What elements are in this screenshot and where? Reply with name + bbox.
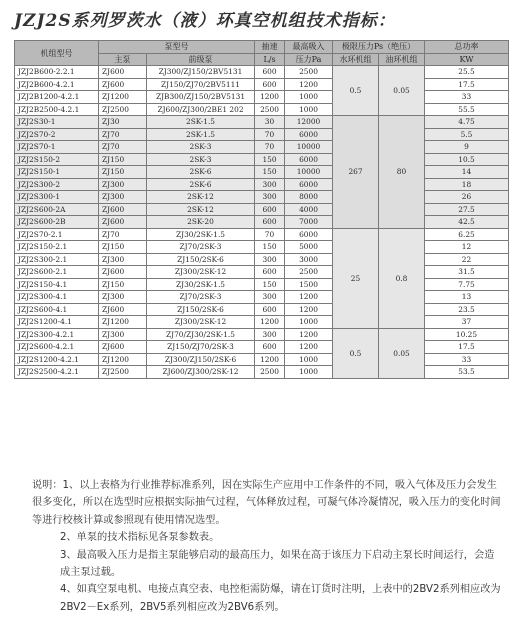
header-ultimate: 极限压力Ps（绝压） (333, 41, 425, 54)
cell-pre-pump: ZJ300/2SK-12 (147, 266, 255, 279)
cell-unit-model: JZJ2S150-4.1 (15, 278, 99, 291)
cell-suction-pressure: 4000 (285, 203, 333, 216)
cell-speed: 600 (255, 303, 285, 316)
cell-unit-model: JZJ2S1200-4.2.1 (15, 353, 99, 366)
header-unit-model: 机组型号 (15, 41, 99, 66)
cell-speed: 150 (255, 166, 285, 179)
cell-main-pump: ZJ300 (99, 191, 147, 204)
cell-pre-pump: 2SK-6 (147, 178, 255, 191)
table-row (15, 316, 509, 329)
cell-speed: 600 (255, 203, 285, 216)
cell-total-power: 33 (425, 353, 509, 366)
cell-speed: 300 (255, 291, 285, 304)
page-title (14, 6, 396, 31)
header-suction-unit: 压力Pa (285, 53, 333, 66)
cell-unit-model: JZJ2S600-4.1 (15, 303, 99, 316)
cell-speed: 150 (255, 278, 285, 291)
note-1: 说明：1、以上表格为行业推荐标准系列，因在实际生产应用中工作条件的不同，吸入气体及压力会发生很多变化，所以在选型时应根据实际抽气过程，气体释放过程，可凝气体冷凝情况，吸入压力的变化时间等进行校核计算或参照现有使用情况选型。 (32, 480, 501, 526)
cell-pre-pump: ZJ600/ZJ300/2SK-12 (147, 366, 255, 379)
cell-total-power: 55.5 (425, 103, 509, 116)
table-row (15, 353, 509, 366)
cell-suction-pressure: 6000 (285, 128, 333, 141)
cell-main-pump: ZJ2500 (99, 366, 147, 379)
cell-speed: 1200 (255, 353, 285, 366)
cell-main-pump: ZJ600 (99, 303, 147, 316)
cell-unit-model: JZJ2S600-2B (15, 216, 99, 229)
header-main-pump: 主泵 (99, 53, 147, 66)
table-row (15, 291, 509, 304)
cell-total-power: 26 (425, 191, 509, 204)
cell-speed: 70 (255, 128, 285, 141)
table-row (15, 116, 509, 129)
table-row (15, 78, 509, 91)
cell-total-power: 6.25 (425, 228, 509, 241)
cell-pre-pump: ZJ150/ZJ70/2SK-3 (147, 341, 255, 354)
cell-pre-pump: ZJ70/2SK-3 (147, 241, 255, 254)
header-pre-pump: 前级泵 (147, 53, 255, 66)
cell-speed: 1200 (255, 316, 285, 329)
cell-suction-pressure: 1000 (285, 103, 333, 116)
cell-total-power: 27.5 (425, 203, 509, 216)
cell-unit-model: JZJ2B600-4.2.1 (15, 78, 99, 91)
cell-unit-model: JZJ2B600-2.2.1 (15, 66, 99, 79)
cell-water-ring-ultimate: 267 (333, 116, 379, 229)
cell-total-power: 33 (425, 91, 509, 104)
cell-unit-model: JZJ2S150-1 (15, 166, 99, 179)
cell-total-power: 37 (425, 316, 509, 329)
cell-total-power: 53.5 (425, 366, 509, 379)
header-power: 总功率 (425, 41, 509, 54)
cell-suction-pressure: 5000 (285, 241, 333, 254)
table-row (15, 203, 509, 216)
cell-suction-pressure: 7000 (285, 216, 333, 229)
cell-suction-pressure: 1200 (285, 78, 333, 91)
cell-main-pump: ZJ70 (99, 141, 147, 154)
cell-pre-pump: 2SK-12 (147, 191, 255, 204)
cell-speed: 600 (255, 216, 285, 229)
cell-speed: 1200 (255, 91, 285, 104)
cell-suction-pressure: 2500 (285, 266, 333, 279)
cell-speed: 30 (255, 116, 285, 129)
cell-main-pump: ZJ600 (99, 78, 147, 91)
cell-total-power: 18 (425, 178, 509, 191)
cell-pre-pump: ZJ150/2SK-6 (147, 253, 255, 266)
title-text: 系列罗茨水（液）环真空机组技术指标： (71, 11, 396, 31)
cell-total-power: 31.5 (425, 266, 509, 279)
cell-suction-pressure: 10000 (285, 166, 333, 179)
table-row (15, 191, 509, 204)
cell-main-pump: ZJ300 (99, 328, 147, 341)
table-row (15, 366, 509, 379)
cell-suction-pressure: 1500 (285, 278, 333, 291)
cell-suction-pressure: 1200 (285, 291, 333, 304)
table-row (15, 241, 509, 254)
cell-main-pump: ZJ150 (99, 278, 147, 291)
title-model: JZJ2S (14, 11, 72, 31)
cell-pre-pump: ZJ30/2SK-1.5 (147, 278, 255, 291)
table-row (15, 153, 509, 166)
cell-unit-model: JZJ2S150-2 (15, 153, 99, 166)
table-row (15, 228, 509, 241)
cell-total-power: 12 (425, 241, 509, 254)
cell-main-pump: ZJ70 (99, 228, 147, 241)
cell-suction-pressure: 1000 (285, 366, 333, 379)
table-row (15, 328, 509, 341)
cell-water-ring-ultimate: 25 (333, 228, 379, 328)
cell-main-pump: ZJ300 (99, 253, 147, 266)
cell-suction-pressure: 10000 (285, 141, 333, 154)
cell-unit-model: JZJ2S1200-4.1 (15, 316, 99, 329)
spec-table (14, 40, 509, 379)
cell-pre-pump: 2SK-1.5 (147, 116, 255, 129)
cell-speed: 300 (255, 178, 285, 191)
cell-suction-pressure: 6000 (285, 228, 333, 241)
table-row (15, 91, 509, 104)
cell-unit-model: JZJ2S600-2.1 (15, 266, 99, 279)
cell-oil-ring-ultimate: 0.8 (379, 228, 425, 328)
cell-pre-pump: 2SK-12 (147, 203, 255, 216)
cell-unit-model: JZJ2S300-2.1 (15, 253, 99, 266)
cell-speed: 600 (255, 78, 285, 91)
cell-main-pump: ZJ2500 (99, 103, 147, 116)
cell-total-power: 14 (425, 166, 509, 179)
cell-unit-model: JZJ2S300-4.2.1 (15, 328, 99, 341)
cell-unit-model: JZJ2S600-2A (15, 203, 99, 216)
cell-suction-pressure: 6000 (285, 153, 333, 166)
cell-main-pump: ZJ600 (99, 266, 147, 279)
cell-main-pump: ZJ1200 (99, 316, 147, 329)
header-suction: 最高吸入 (285, 41, 333, 54)
cell-suction-pressure: 1000 (285, 353, 333, 366)
cell-suction-pressure: 1200 (285, 303, 333, 316)
cell-total-power: 23.5 (425, 303, 509, 316)
cell-suction-pressure: 3000 (285, 253, 333, 266)
cell-oil-ring-ultimate: 0.05 (379, 328, 425, 378)
cell-total-power: 17.5 (425, 78, 509, 91)
cell-oil-ring-ultimate: 80 (379, 116, 425, 229)
cell-suction-pressure: 1200 (285, 341, 333, 354)
table-row (15, 103, 509, 116)
cell-pre-pump: 2SK-6 (147, 166, 255, 179)
table-row (15, 216, 509, 229)
cell-unit-model: JZJ2S600-4.2.1 (15, 341, 99, 354)
cell-unit-model: JZJ2S70-2 (15, 128, 99, 141)
cell-suction-pressure: 1000 (285, 316, 333, 329)
cell-suction-pressure: 6000 (285, 178, 333, 191)
header-pump-model: 泵型号 (99, 41, 255, 54)
cell-total-power: 10.25 (425, 328, 509, 341)
cell-water-ring-ultimate: 0.5 (333, 328, 379, 378)
cell-unit-model: JZJ2B1200-4.2.1 (15, 91, 99, 104)
cell-unit-model: JZJ2S70-2.1 (15, 228, 99, 241)
cell-main-pump: ZJ150 (99, 241, 147, 254)
cell-total-power: 42.5 (425, 216, 509, 229)
cell-pre-pump: ZJ70/2SK-3 (147, 291, 255, 304)
cell-main-pump: ZJ70 (99, 128, 147, 141)
cell-pre-pump: ZJ600/ZJ300/2BE1 202 (147, 103, 255, 116)
cell-pre-pump: ZJ70/ZJ30/2SK-1.5 (147, 328, 255, 341)
cell-speed: 300 (255, 191, 285, 204)
cell-suction-pressure: 8000 (285, 191, 333, 204)
cell-speed: 600 (255, 66, 285, 79)
table-row (15, 66, 509, 79)
table-row (15, 341, 509, 354)
header-oil-ring: 油环机组 (379, 53, 425, 66)
cell-total-power: 4.75 (425, 116, 509, 129)
table-row (15, 128, 509, 141)
cell-pre-pump: ZJ300/ZJ150/2BV5131 (147, 66, 255, 79)
cell-total-power: 10.5 (425, 153, 509, 166)
header-power-unit: KW (425, 53, 509, 66)
cell-unit-model: JZJ2S150-2.1 (15, 241, 99, 254)
spec-table-body (15, 66, 509, 379)
cell-main-pump: ZJ300 (99, 178, 147, 191)
cell-total-power: 5.5 (425, 128, 509, 141)
table-row (15, 253, 509, 266)
cell-pre-pump: 2SK-20 (147, 216, 255, 229)
cell-speed: 600 (255, 341, 285, 354)
cell-main-pump: ZJ600 (99, 216, 147, 229)
cell-main-pump: ZJ600 (99, 341, 147, 354)
note-2: 2、单泵的技术指标见各泵参数表。 (60, 532, 220, 544)
header-row-1 (15, 41, 509, 54)
cell-unit-model: JZJ2S70-1 (15, 141, 99, 154)
cell-total-power: 13 (425, 291, 509, 304)
table-row (15, 278, 509, 291)
cell-speed: 70 (255, 228, 285, 241)
cell-pre-pump: 2SK-1.5 (147, 128, 255, 141)
cell-unit-model: JZJ2S300-4.1 (15, 291, 99, 304)
cell-main-pump: ZJ300 (99, 291, 147, 304)
cell-total-power: 17.5 (425, 341, 509, 354)
cell-pre-pump: 2SK-3 (147, 153, 255, 166)
cell-main-pump: ZJ600 (99, 203, 147, 216)
cell-total-power: 25.5 (425, 66, 509, 79)
cell-unit-model: JZJ2S30-1 (15, 116, 99, 129)
cell-unit-model: JZJ2S300-1 (15, 191, 99, 204)
cell-pre-pump: 2SK-3 (147, 141, 255, 154)
cell-speed: 600 (255, 266, 285, 279)
note-3: 3、最高吸入压力是指主泵能够启动的最高压力，如果在高于该压力下启动主泵长时间运行，会造成主泵过载。 (60, 549, 495, 579)
table-row (15, 178, 509, 191)
cell-main-pump: ZJ1200 (99, 91, 147, 104)
cell-suction-pressure: 1200 (285, 328, 333, 341)
table-row (15, 141, 509, 154)
header-water-ring: 水环机组 (333, 53, 379, 66)
cell-pre-pump: ZJB300/ZJ150/2BV5131 (147, 91, 255, 104)
cell-main-pump: ZJ1200 (99, 353, 147, 366)
cell-main-pump: ZJ600 (99, 66, 147, 79)
cell-unit-model: JZJ2S300-2 (15, 178, 99, 191)
cell-speed: 70 (255, 141, 285, 154)
cell-speed: 150 (255, 153, 285, 166)
header-speed-unit: L/s (255, 53, 285, 66)
cell-speed: 150 (255, 241, 285, 254)
cell-speed: 2500 (255, 366, 285, 379)
cell-total-power: 7.75 (425, 278, 509, 291)
cell-oil-ring-ultimate: 0.05 (379, 66, 425, 116)
cell-pre-pump: ZJ150/2SK-6 (147, 303, 255, 316)
cell-speed: 300 (255, 328, 285, 341)
header-speed: 抽速 (255, 41, 285, 54)
cell-main-pump: ZJ150 (99, 166, 147, 179)
cell-main-pump: ZJ150 (99, 153, 147, 166)
notes-section (32, 477, 502, 616)
cell-speed: 2500 (255, 103, 285, 116)
cell-total-power: 22 (425, 253, 509, 266)
cell-water-ring-ultimate: 0.5 (333, 66, 379, 116)
cell-main-pump: ZJ30 (99, 116, 147, 129)
cell-pre-pump: ZJ300/ZJ150/2SK-6 (147, 353, 255, 366)
cell-unit-model: JZJ2B2500-4.2.1 (15, 103, 99, 116)
table-row (15, 166, 509, 179)
cell-pre-pump: ZJ30/2SK-1.5 (147, 228, 255, 241)
cell-unit-model: JZJ2S2500-4.2.1 (15, 366, 99, 379)
table-row (15, 303, 509, 316)
cell-suction-pressure: 2500 (285, 66, 333, 79)
note-4: 4、如真空泵电机、电接点真空表、电控柜需防爆，请在订货时注明，上表中的2BV2系列相应改为2BV2－Ex系列，2BV5系列相应改为2BV6系列。 (60, 584, 501, 613)
cell-suction-pressure: 1000 (285, 91, 333, 104)
cell-total-power: 9 (425, 141, 509, 154)
cell-pre-pump: ZJ150/ZJ70/2BV5111 (147, 78, 255, 91)
cell-suction-pressure: 12000 (285, 116, 333, 129)
cell-pre-pump: ZJ300/2SK-12 (147, 316, 255, 329)
table-row (15, 266, 509, 279)
cell-speed: 300 (255, 253, 285, 266)
